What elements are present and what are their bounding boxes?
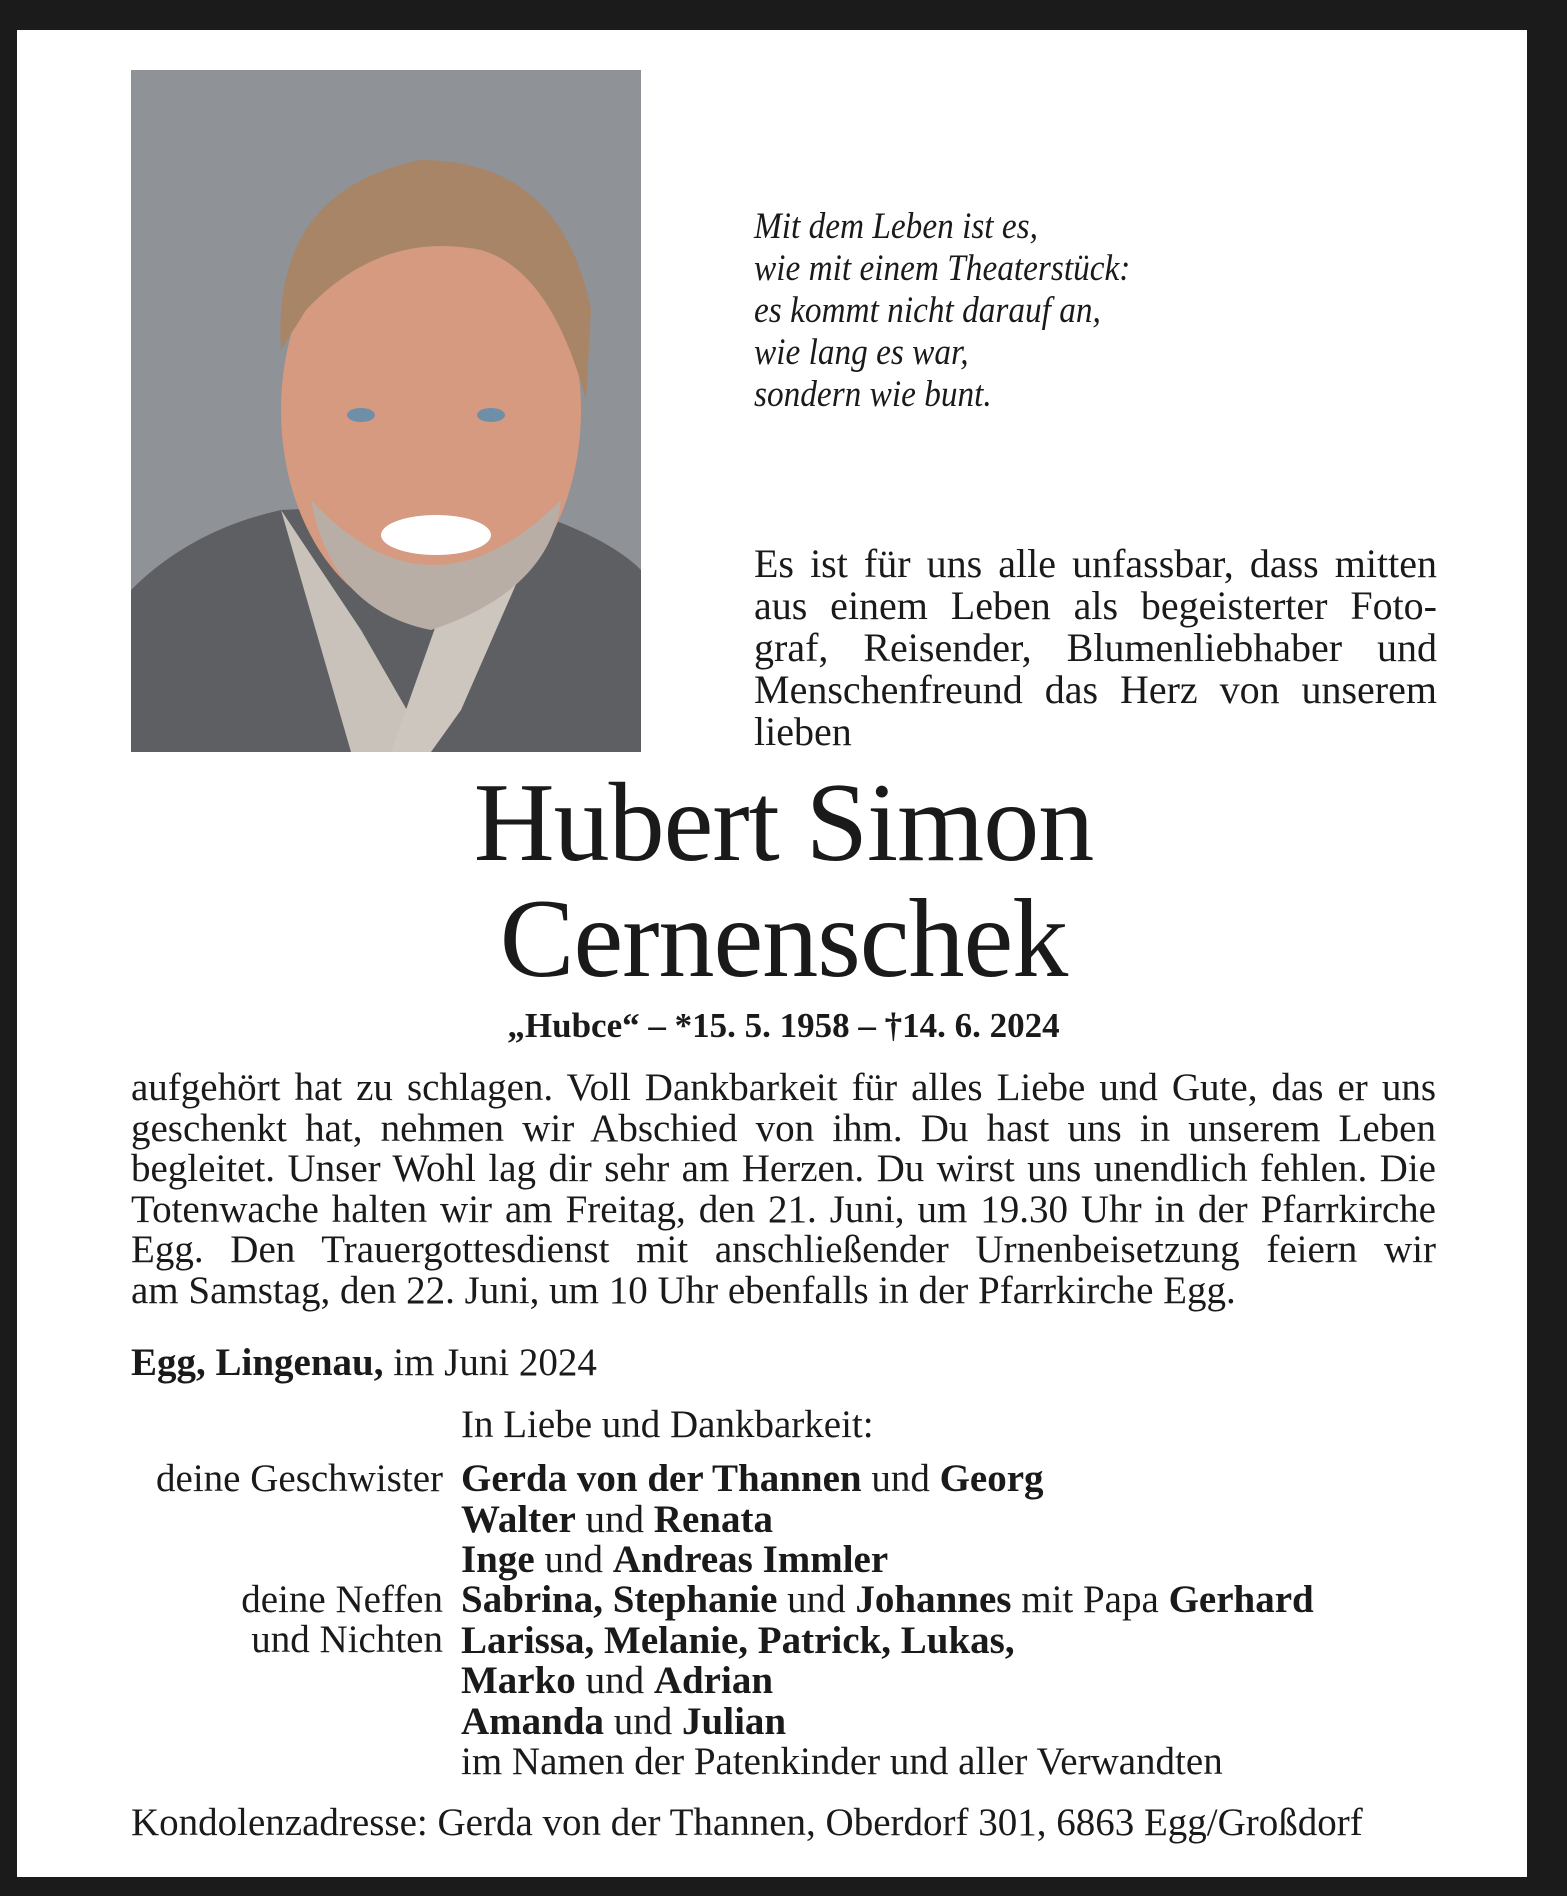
intro-paragraph xyxy=(754,543,1437,753)
deceased-name-line2: Cernenschek xyxy=(499,877,1068,1001)
body-line: geschenkt hat, nehmen wir Abschied von ihm. Du hast uns in unserem Leben xyxy=(131,1106,1436,1150)
body-paragraph xyxy=(131,1068,1436,1311)
nephews-label: deine Neffen xyxy=(241,1578,443,1621)
family-member-name: Gerhard xyxy=(1168,1578,1314,1621)
quote-line: wie lang es war, xyxy=(754,332,969,373)
family-heading: In Liebe und Dankbarkeit: xyxy=(461,1403,874,1446)
family-member-name: Georg xyxy=(939,1457,1044,1500)
family-member-name: Larissa, Melanie, Patrick, Lukas, xyxy=(461,1618,1015,1662)
life-dates: „Hubce“ – *15. 5. 1958 – †14. 6. 2024 xyxy=(507,1006,1060,1045)
family-list xyxy=(0,1405,1567,1785)
family-row xyxy=(461,1661,773,1702)
connector-text: und xyxy=(604,1699,683,1743)
portrait-photo xyxy=(131,70,641,752)
connector-text: und xyxy=(861,1457,940,1500)
body-line: Egg. Den Trauergottesdienst mit anschließender Urnenbeisetzung feiern wir xyxy=(131,1228,1436,1271)
place-date xyxy=(131,1340,597,1385)
quote-line: sondern wie bunt. xyxy=(754,374,992,415)
family-member-name: Marko xyxy=(461,1659,576,1702)
place-names: Egg, Lingenau, xyxy=(131,1341,384,1384)
family-member-name: Gerda von der Thannen xyxy=(461,1457,862,1500)
condolence-address: Kondolenzadresse: Gerda von der Thannen, Oberdorf 301, 6863 Egg/Großdorf xyxy=(131,1801,1363,1844)
family-closing: im Namen der Patenkinder und aller Verwandten xyxy=(461,1740,1223,1783)
family-member-name: Adrian xyxy=(653,1659,774,1702)
family-member-name: Amanda xyxy=(461,1699,605,1743)
connector-text: und xyxy=(777,1578,856,1621)
connector-text: und xyxy=(575,1497,654,1541)
intro-line: lieben xyxy=(754,709,852,754)
family-row xyxy=(461,1580,1314,1621)
intro-line: aus einem Leben als begeisterter Foto- xyxy=(754,583,1437,628)
family-row xyxy=(461,1540,888,1581)
intro-line: Menschenfreund das Herz von unserem xyxy=(754,667,1437,712)
family-member-name: Johannes xyxy=(855,1578,1012,1621)
quote-line: Mit dem Leben ist es, xyxy=(754,206,1038,247)
family-member-name: Julian xyxy=(682,1699,787,1743)
deceased-name-line1: Hubert Simon xyxy=(473,761,1094,885)
quote-line: es kommt nicht darauf an, xyxy=(754,290,1101,331)
family-member-name: Inge xyxy=(461,1538,535,1581)
connector-text: und xyxy=(534,1538,613,1581)
family-row xyxy=(461,1497,773,1541)
body-line: Totenwache halten wir am Freitag, den 21. Juni, um 19.30 Uhr in der Pfarrkirche xyxy=(131,1187,1436,1231)
body-line: am Samstag, den 22. Juni, um 10 Uhr ebenfalls in der Pfarrkirche Egg. xyxy=(131,1268,1236,1312)
intro-line: Es ist für uns alle unfassbar, dass mitten xyxy=(754,541,1437,586)
family-member-name: Renata xyxy=(653,1497,773,1541)
date-text: im Juni 2024 xyxy=(383,1341,597,1384)
quote-line: wie mit einem Theaterstück: xyxy=(754,248,1131,289)
connector-text: und xyxy=(575,1659,654,1702)
connector-text: mit Papa xyxy=(1011,1578,1169,1621)
family-member-name: Walter xyxy=(461,1497,576,1541)
family-row xyxy=(461,1459,1044,1500)
nieces-label: und Nichten xyxy=(251,1618,443,1661)
family-member-name: Andreas Immler xyxy=(612,1538,889,1581)
family-row xyxy=(461,1618,1015,1662)
family-row xyxy=(461,1699,787,1743)
quote xyxy=(754,206,1130,416)
body-line: begleitet. Unser Wohl lag dir sehr am Herzen. Du wirst uns unendlich fehlen. Die xyxy=(131,1147,1436,1190)
intro-line: graf, Reisender, Blumenliebhaber und xyxy=(754,625,1437,670)
body-line: aufgehört hat zu schlagen. Voll Dankbarkeit für alles Liebe und Gute, das er uns xyxy=(131,1066,1436,1109)
family-member-name: Sabrina, Stephanie xyxy=(461,1578,778,1621)
siblings-label: deine Geschwister xyxy=(156,1457,443,1500)
